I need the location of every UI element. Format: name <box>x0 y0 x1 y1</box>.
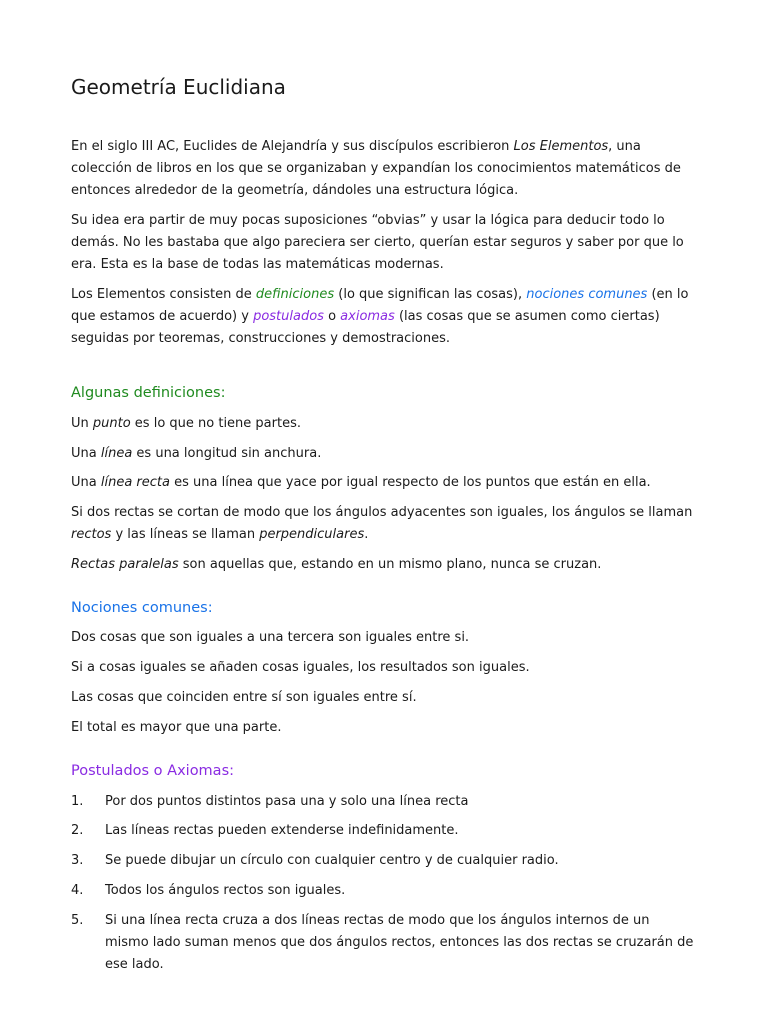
def4-text-b: y las líneas se llaman <box>111 527 260 542</box>
def4-text-c: . <box>364 527 369 542</box>
intro-p3-text-d: o <box>323 309 341 324</box>
intro-p3-text-b: (lo que significan las cosas), <box>334 287 527 302</box>
postulate-text: Todos los ángulos rectos son iguales. <box>105 883 346 898</box>
intro-p1-emphasis: Los Elementos <box>513 139 609 154</box>
postulate-number: 3. <box>71 853 84 868</box>
def4-term-perpendiculares: perpendiculares <box>259 527 365 542</box>
term-nociones-comunes: nociones comunes <box>526 287 648 302</box>
intro-p3-text-a: Los Elementos consisten de <box>71 287 256 302</box>
common-notion-3: Las cosas que coinciden entre sí son iguales entre sí. <box>71 690 417 705</box>
intro-p1-text-b: , una colección de libros en los que se organizaban y expandían los conocimientos matemáticos de entonces alrededor de la geometría, dándoles una estructura lógica. <box>71 139 681 198</box>
def4-text-a: Si dos rectas se cortan de modo que los ángulos adyacentes son iguales, los ángulos se llaman <box>71 505 693 520</box>
intro-paragraph-1 <box>71 136 701 202</box>
def5-text-b: son aquellas que, estando en un mismo plano, nunca se cruzan. <box>178 557 602 572</box>
def5-term: Rectas paralelas <box>71 557 179 572</box>
intro-paragraph-2: Su idea era partir de muy pocas suposiciones “obvias” y usar la lógica para deducir todo lo demás. No les bastaba que algo pareciera ser cierto, querían estar seguros y saber por que lo era. Esta es la base de todas las matemáticas modernas. <box>71 213 684 272</box>
postulate-5 <box>71 910 701 976</box>
postulate-number: 2. <box>71 823 84 838</box>
def3-text-a: Una <box>71 475 101 490</box>
postulate-number: 4. <box>71 883 84 898</box>
definition-punto <box>71 413 701 435</box>
term-postulados: postulados <box>253 309 324 324</box>
def4-term-rectos: rectos <box>71 527 112 542</box>
common-notion-1: Dos cosas que son iguales a una tercera son iguales entre si. <box>71 630 470 645</box>
page-title: Geometría Euclidiana <box>71 75 286 99</box>
common-notions-heading: Nociones comunes: <box>71 600 213 616</box>
postulate-number: 5. <box>71 913 84 928</box>
intro-p1-text-a: En el siglo III AC, Euclides de Alejandría y sus discípulos escribieron <box>71 139 514 154</box>
intro-p3-text-e: (las cosas que se asumen como ciertas) seguidas por teoremas, construcciones y demostraciones. <box>71 309 660 346</box>
postulate-text: Por dos puntos distintos pasa una y solo una línea recta <box>105 794 469 809</box>
intro-paragraph-3 <box>71 284 701 350</box>
postulate-3 <box>71 850 701 872</box>
postulate-1 <box>71 791 701 813</box>
def3-text-b: es una línea que yace por igual respecto de los puntos que están en ella. <box>169 475 651 490</box>
postulate-text: Se puede dibujar un círculo con cualquier centro y de cualquier radio. <box>105 853 559 868</box>
postulate-2 <box>71 820 701 842</box>
def3-term: línea recta <box>100 475 170 490</box>
common-notion-2: Si a cosas iguales se añaden cosas iguales, los resultados son iguales. <box>71 660 530 675</box>
definition-linea <box>71 443 701 465</box>
def2-text-a: Una <box>71 446 101 461</box>
term-definiciones: definiciones <box>255 287 335 302</box>
definition-perpendiculares <box>71 502 701 546</box>
definition-paralelas <box>71 554 701 576</box>
intro-p3-text-c: (en lo que estamos de acuerdo) y <box>71 287 689 324</box>
postulates-heading: Postulados o Axiomas: <box>71 763 235 779</box>
definitions-heading: Algunas definiciones: <box>71 385 226 401</box>
def1-term: punto <box>92 416 131 431</box>
def1-text-b: es lo que no tiene partes. <box>130 416 301 431</box>
common-notion-4: El total es mayor que una parte. <box>71 720 282 735</box>
def2-text-b: es una longitud sin anchura. <box>132 446 322 461</box>
def2-term: línea <box>100 446 133 461</box>
definition-linea-recta <box>71 472 701 494</box>
postulate-text: Si una línea recta cruza a dos líneas rectas de modo que los ángulos internos de un mismo lado suman menos que dos ángulos rectos, entonces las dos rectas se cruzarán de ese lado. <box>105 913 694 972</box>
postulate-4 <box>71 880 701 902</box>
postulate-number: 1. <box>71 794 84 809</box>
term-axiomas: axiomas <box>340 309 395 324</box>
postulate-text: Las líneas rectas pueden extenderse indefinidamente. <box>105 823 459 838</box>
def1-text-a: Un <box>71 416 93 431</box>
